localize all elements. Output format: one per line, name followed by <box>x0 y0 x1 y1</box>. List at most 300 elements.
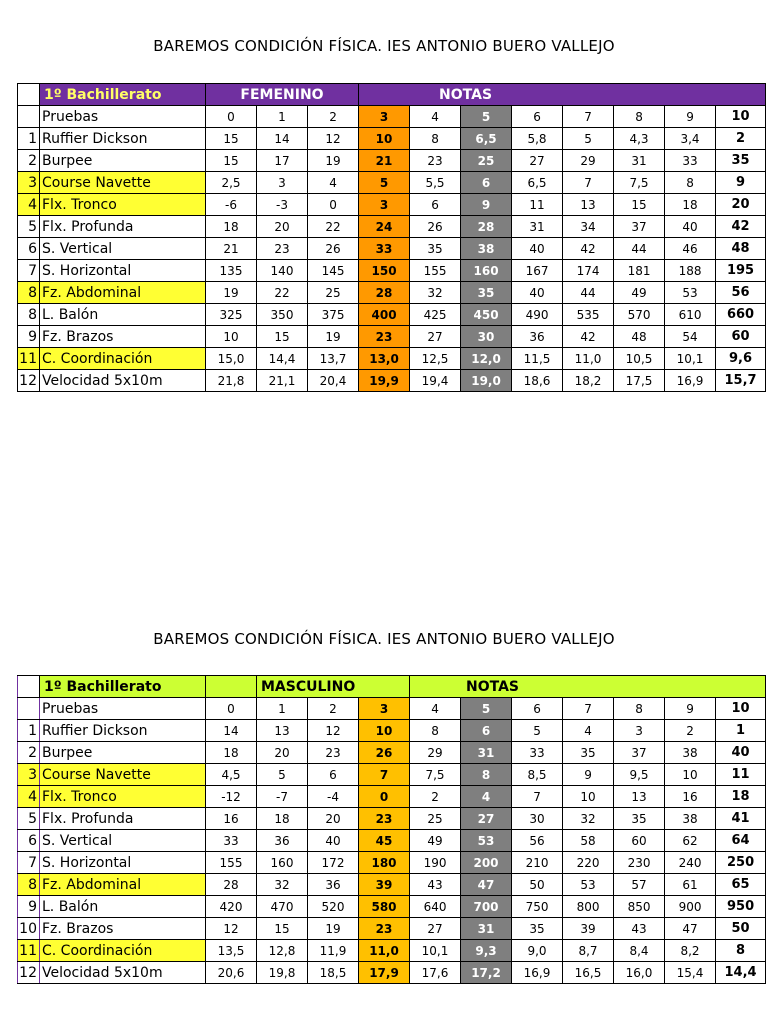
value-cell-grade-4: 17,6 <box>410 962 461 984</box>
value-cell-grade-0: 420 <box>206 896 257 918</box>
value-cell-grade-0: 21,8 <box>206 370 257 392</box>
table-row <box>18 808 766 830</box>
value-cell-grade-5: 9,3 <box>461 940 512 962</box>
value-cell-grade-6: 36 <box>512 326 563 348</box>
value-cell-grade-0: 325 <box>206 304 257 326</box>
table-row <box>18 216 766 238</box>
value-cell-grade-10: 1 <box>716 720 766 742</box>
value-cell-grade-9: 8,2 <box>665 940 716 962</box>
header-blank-cell <box>206 676 257 698</box>
value-cell-grade-3: 19,9 <box>359 370 410 392</box>
table-row <box>18 304 766 326</box>
row-number: 5 <box>18 808 40 830</box>
table-row <box>18 282 766 304</box>
value-cell-grade-5: 35 <box>461 282 512 304</box>
value-cell-grade-0: 13,5 <box>206 940 257 962</box>
value-cell-grade-1: 14,4 <box>257 348 308 370</box>
test-name: Burpee <box>40 150 206 172</box>
value-cell-grade-10: 250 <box>716 852 766 874</box>
value-cell-grade-8: 10,5 <box>614 348 665 370</box>
index-cell <box>18 698 40 720</box>
value-cell-grade-2: 22 <box>308 216 359 238</box>
gender-label: MASCULINO <box>257 676 410 698</box>
value-cell-grade-9: 610 <box>665 304 716 326</box>
value-cell-grade-0: 2,5 <box>206 172 257 194</box>
table-row <box>18 720 766 742</box>
value-cell-grade-9: 900 <box>665 896 716 918</box>
value-cell-grade-3: 21 <box>359 150 410 172</box>
value-cell-grade-2: 6 <box>308 764 359 786</box>
baremo-table-femenino <box>17 83 766 392</box>
row-number: 1 <box>18 128 40 150</box>
value-cell-grade-10: 56 <box>716 282 766 304</box>
value-cell-grade-3: 7 <box>359 764 410 786</box>
value-cell-grade-1: 36 <box>257 830 308 852</box>
test-name: Course Navette <box>40 172 206 194</box>
value-cell-grade-0: 18 <box>206 216 257 238</box>
value-cell-grade-7: 220 <box>563 852 614 874</box>
value-cell-grade-1: 15 <box>257 326 308 348</box>
test-name: Burpee <box>40 742 206 764</box>
value-cell-grade-6: 35 <box>512 918 563 940</box>
grade-header-9: 9 <box>665 698 716 720</box>
value-cell-grade-2: -4 <box>308 786 359 808</box>
grade-header-5: 5 <box>461 698 512 720</box>
value-cell-grade-4: 49 <box>410 830 461 852</box>
value-cell-grade-5: 25 <box>461 150 512 172</box>
value-cell-grade-5: 31 <box>461 742 512 764</box>
value-cell-grade-1: 13 <box>257 720 308 742</box>
value-cell-grade-1: 17 <box>257 150 308 172</box>
value-cell-grade-2: 0 <box>308 194 359 216</box>
test-name: Velocidad 5x10m <box>40 370 206 392</box>
value-cell-grade-7: 7 <box>563 172 614 194</box>
header-index-cell <box>18 84 40 106</box>
value-cell-grade-8: 17,5 <box>614 370 665 392</box>
table-row <box>18 830 766 852</box>
value-cell-grade-6: 18,6 <box>512 370 563 392</box>
value-cell-grade-8: 31 <box>614 150 665 172</box>
test-name: S. Horizontal <box>40 260 206 282</box>
grade-header-0: 0 <box>206 106 257 128</box>
table-row <box>18 194 766 216</box>
value-cell-grade-8: 43 <box>614 918 665 940</box>
value-cell-grade-5: 47 <box>461 874 512 896</box>
value-cell-grade-8: 570 <box>614 304 665 326</box>
value-cell-grade-9: 61 <box>665 874 716 896</box>
value-cell-grade-0: 20,6 <box>206 962 257 984</box>
row-number: 2 <box>18 742 40 764</box>
table-row <box>18 786 766 808</box>
value-cell-grade-2: 25 <box>308 282 359 304</box>
value-cell-grade-10: 950 <box>716 896 766 918</box>
pruebas-label: Pruebas <box>40 106 206 128</box>
value-cell-grade-4: 8 <box>410 720 461 742</box>
value-cell-grade-7: 174 <box>563 260 614 282</box>
test-name: Flx. Tronco <box>40 194 206 216</box>
test-name: S. Vertical <box>40 238 206 260</box>
value-cell-grade-7: 8,7 <box>563 940 614 962</box>
value-cell-grade-7: 35 <box>563 742 614 764</box>
value-cell-grade-8: 49 <box>614 282 665 304</box>
value-cell-grade-7: 39 <box>563 918 614 940</box>
value-cell-grade-0: 155 <box>206 852 257 874</box>
row-number: 6 <box>18 830 40 852</box>
table-row <box>18 238 766 260</box>
table-row <box>18 940 766 962</box>
value-cell-grade-9: 54 <box>665 326 716 348</box>
table-row <box>18 150 766 172</box>
value-cell-grade-2: 11,9 <box>308 940 359 962</box>
grade-header-8: 8 <box>614 106 665 128</box>
value-cell-grade-5: 30 <box>461 326 512 348</box>
value-cell-grade-3: 580 <box>359 896 410 918</box>
notas-label: NOTAS <box>410 676 766 698</box>
value-cell-grade-3: 400 <box>359 304 410 326</box>
table-header-row <box>18 84 766 106</box>
row-number: 9 <box>18 326 40 348</box>
grade-header-2: 2 <box>308 698 359 720</box>
value-cell-grade-2: 375 <box>308 304 359 326</box>
value-cell-grade-2: 26 <box>308 238 359 260</box>
value-cell-grade-4: 155 <box>410 260 461 282</box>
grade-header-4: 4 <box>410 698 461 720</box>
table-row <box>18 370 766 392</box>
value-cell-grade-8: 3 <box>614 720 665 742</box>
course-label: 1º Bachillerato <box>40 84 206 106</box>
value-cell-grade-7: 11,0 <box>563 348 614 370</box>
value-cell-grade-10: 18 <box>716 786 766 808</box>
value-cell-grade-6: 33 <box>512 742 563 764</box>
value-cell-grade-2: 4 <box>308 172 359 194</box>
value-cell-grade-4: 23 <box>410 150 461 172</box>
value-cell-grade-9: 16 <box>665 786 716 808</box>
pruebas-label: Pruebas <box>40 698 206 720</box>
value-cell-grade-2: 23 <box>308 742 359 764</box>
value-cell-grade-1: 23 <box>257 238 308 260</box>
value-cell-grade-5: 9 <box>461 194 512 216</box>
value-cell-grade-4: 29 <box>410 742 461 764</box>
row-number: 7 <box>18 260 40 282</box>
value-cell-grade-8: 15 <box>614 194 665 216</box>
grade-header-8: 8 <box>614 698 665 720</box>
value-cell-grade-9: 46 <box>665 238 716 260</box>
value-cell-grade-3: 23 <box>359 808 410 830</box>
value-cell-grade-5: 28 <box>461 216 512 238</box>
value-cell-grade-1: 32 <box>257 874 308 896</box>
row-number: 11 <box>18 348 40 370</box>
test-name: L. Balón <box>40 304 206 326</box>
title-femenino: BAREMOS CONDICIÓN FÍSICA. IES ANTONIO BUERO VALLEJO <box>153 37 615 55</box>
value-cell-grade-6: 30 <box>512 808 563 830</box>
value-cell-grade-3: 5 <box>359 172 410 194</box>
grade-header-10: 10 <box>716 698 766 720</box>
baremo-table-masculino <box>17 675 766 984</box>
pruebas-row <box>18 698 766 720</box>
test-name: Fz. Abdominal <box>40 282 206 304</box>
value-cell-grade-10: 8 <box>716 940 766 962</box>
grade-header-6: 6 <box>512 698 563 720</box>
value-cell-grade-5: 12,0 <box>461 348 512 370</box>
grade-header-1: 1 <box>257 698 308 720</box>
row-number: 3 <box>18 764 40 786</box>
value-cell-grade-1: 12,8 <box>257 940 308 962</box>
grade-header-3: 3 <box>359 106 410 128</box>
table-row <box>18 852 766 874</box>
value-cell-grade-5: 8 <box>461 764 512 786</box>
value-cell-grade-8: 57 <box>614 874 665 896</box>
value-cell-grade-6: 750 <box>512 896 563 918</box>
value-cell-grade-10: 40 <box>716 742 766 764</box>
value-cell-grade-10: 9,6 <box>716 348 766 370</box>
value-cell-grade-6: 27 <box>512 150 563 172</box>
value-cell-grade-10: 2 <box>716 128 766 150</box>
value-cell-grade-9: 16,9 <box>665 370 716 392</box>
value-cell-grade-7: 42 <box>563 326 614 348</box>
value-cell-grade-6: 56 <box>512 830 563 852</box>
value-cell-grade-6: 11 <box>512 194 563 216</box>
grade-header-7: 7 <box>563 106 614 128</box>
value-cell-grade-1: 160 <box>257 852 308 874</box>
value-cell-grade-1: 22 <box>257 282 308 304</box>
value-cell-grade-1: 20 <box>257 742 308 764</box>
test-name: Ruffier Dickson <box>40 128 206 150</box>
value-cell-grade-4: 6 <box>410 194 461 216</box>
value-cell-grade-0: 16 <box>206 808 257 830</box>
value-cell-grade-10: 42 <box>716 216 766 238</box>
table-row <box>18 326 766 348</box>
value-cell-grade-5: 31 <box>461 918 512 940</box>
value-cell-grade-9: 240 <box>665 852 716 874</box>
value-cell-grade-8: 16,0 <box>614 962 665 984</box>
value-cell-grade-6: 7 <box>512 786 563 808</box>
value-cell-grade-8: 4,3 <box>614 128 665 150</box>
test-name: C. Coordinación <box>40 940 206 962</box>
value-cell-grade-8: 850 <box>614 896 665 918</box>
row-number: 7 <box>18 852 40 874</box>
index-cell <box>18 106 40 128</box>
value-cell-grade-4: 8 <box>410 128 461 150</box>
value-cell-grade-8: 230 <box>614 852 665 874</box>
value-cell-grade-3: 10 <box>359 720 410 742</box>
value-cell-grade-3: 45 <box>359 830 410 852</box>
value-cell-grade-5: 6 <box>461 172 512 194</box>
table-header-row <box>18 676 766 698</box>
row-number: 10 <box>18 918 40 940</box>
value-cell-grade-8: 181 <box>614 260 665 282</box>
value-cell-grade-0: 15 <box>206 150 257 172</box>
value-cell-grade-1: 19,8 <box>257 962 308 984</box>
value-cell-grade-6: 5 <box>512 720 563 742</box>
value-cell-grade-3: 13,0 <box>359 348 410 370</box>
grade-header-2: 2 <box>308 106 359 128</box>
value-cell-grade-9: 33 <box>665 150 716 172</box>
value-cell-grade-10: 15,7 <box>716 370 766 392</box>
value-cell-grade-2: 20,4 <box>308 370 359 392</box>
value-cell-grade-3: 17,9 <box>359 962 410 984</box>
table-row <box>18 764 766 786</box>
value-cell-grade-7: 16,5 <box>563 962 614 984</box>
value-cell-grade-4: 32 <box>410 282 461 304</box>
value-cell-grade-1: 21,1 <box>257 370 308 392</box>
title-masculino: BAREMOS CONDICIÓN FÍSICA. IES ANTONIO BUERO VALLEJO <box>153 630 615 648</box>
value-cell-grade-7: 32 <box>563 808 614 830</box>
test-name: S. Vertical <box>40 830 206 852</box>
value-cell-grade-8: 9,5 <box>614 764 665 786</box>
value-cell-grade-0: 12 <box>206 918 257 940</box>
value-cell-grade-1: 350 <box>257 304 308 326</box>
value-cell-grade-6: 11,5 <box>512 348 563 370</box>
value-cell-grade-5: 450 <box>461 304 512 326</box>
value-cell-grade-1: 470 <box>257 896 308 918</box>
value-cell-grade-10: 41 <box>716 808 766 830</box>
value-cell-grade-9: 3,4 <box>665 128 716 150</box>
value-cell-grade-1: 140 <box>257 260 308 282</box>
value-cell-grade-6: 8,5 <box>512 764 563 786</box>
value-cell-grade-9: 8 <box>665 172 716 194</box>
value-cell-grade-0: 28 <box>206 874 257 896</box>
value-cell-grade-9: 10 <box>665 764 716 786</box>
value-cell-grade-4: 7,5 <box>410 764 461 786</box>
value-cell-grade-8: 37 <box>614 742 665 764</box>
value-cell-grade-10: 60 <box>716 326 766 348</box>
table-row <box>18 172 766 194</box>
value-cell-grade-8: 7,5 <box>614 172 665 194</box>
table-row <box>18 896 766 918</box>
value-cell-grade-6: 16,9 <box>512 962 563 984</box>
value-cell-grade-5: 4 <box>461 786 512 808</box>
value-cell-grade-6: 6,5 <box>512 172 563 194</box>
value-cell-grade-5: 700 <box>461 896 512 918</box>
row-number: 2 <box>18 150 40 172</box>
value-cell-grade-6: 167 <box>512 260 563 282</box>
value-cell-grade-5: 38 <box>461 238 512 260</box>
test-name: S. Horizontal <box>40 852 206 874</box>
row-number: 4 <box>18 786 40 808</box>
value-cell-grade-5: 160 <box>461 260 512 282</box>
table-row <box>18 962 766 984</box>
row-number: 8 <box>18 282 40 304</box>
pruebas-row <box>18 106 766 128</box>
value-cell-grade-8: 48 <box>614 326 665 348</box>
value-cell-grade-2: 19 <box>308 326 359 348</box>
row-number: 8 <box>18 874 40 896</box>
value-cell-grade-0: 19 <box>206 282 257 304</box>
value-cell-grade-9: 18 <box>665 194 716 216</box>
value-cell-grade-9: 188 <box>665 260 716 282</box>
grade-header-6: 6 <box>512 106 563 128</box>
row-number: 9 <box>18 896 40 918</box>
value-cell-grade-2: 19 <box>308 918 359 940</box>
value-cell-grade-9: 47 <box>665 918 716 940</box>
test-name: L. Balón <box>40 896 206 918</box>
value-cell-grade-4: 425 <box>410 304 461 326</box>
value-cell-grade-0: 135 <box>206 260 257 282</box>
value-cell-grade-3: 39 <box>359 874 410 896</box>
value-cell-grade-2: 12 <box>308 720 359 742</box>
test-name: Course Navette <box>40 764 206 786</box>
grade-header-1: 1 <box>257 106 308 128</box>
test-name: Fz. Brazos <box>40 918 206 940</box>
value-cell-grade-5: 6 <box>461 720 512 742</box>
value-cell-grade-7: 58 <box>563 830 614 852</box>
value-cell-grade-8: 13 <box>614 786 665 808</box>
value-cell-grade-4: 35 <box>410 238 461 260</box>
value-cell-grade-0: -6 <box>206 194 257 216</box>
table-row <box>18 918 766 940</box>
value-cell-grade-4: 26 <box>410 216 461 238</box>
value-cell-grade-6: 9,0 <box>512 940 563 962</box>
value-cell-grade-3: 28 <box>359 282 410 304</box>
value-cell-grade-10: 48 <box>716 238 766 260</box>
test-name: Flx. Profunda <box>40 216 206 238</box>
row-number: 12 <box>18 962 40 984</box>
value-cell-grade-7: 29 <box>563 150 614 172</box>
value-cell-grade-9: 15,4 <box>665 962 716 984</box>
value-cell-grade-0: 15 <box>206 128 257 150</box>
value-cell-grade-4: 25 <box>410 808 461 830</box>
value-cell-grade-9: 40 <box>665 216 716 238</box>
value-cell-grade-3: 3 <box>359 194 410 216</box>
value-cell-grade-4: 10,1 <box>410 940 461 962</box>
value-cell-grade-10: 14,4 <box>716 962 766 984</box>
value-cell-grade-6: 50 <box>512 874 563 896</box>
value-cell-grade-7: 5 <box>563 128 614 150</box>
value-cell-grade-7: 53 <box>563 874 614 896</box>
value-cell-grade-8: 44 <box>614 238 665 260</box>
value-cell-grade-10: 660 <box>716 304 766 326</box>
value-cell-grade-2: 20 <box>308 808 359 830</box>
test-name: Fz. Abdominal <box>40 874 206 896</box>
header-index-cell <box>18 676 40 698</box>
notas-label: NOTAS <box>359 84 766 106</box>
course-label: 1º Bachillerato <box>40 676 206 698</box>
value-cell-grade-3: 33 <box>359 238 410 260</box>
test-name: Flx. Tronco <box>40 786 206 808</box>
value-cell-grade-3: 11,0 <box>359 940 410 962</box>
gender-label: FEMENINO <box>206 84 359 106</box>
row-number: 11 <box>18 940 40 962</box>
row-number: 12 <box>18 370 40 392</box>
value-cell-grade-5: 200 <box>461 852 512 874</box>
value-cell-grade-7: 18,2 <box>563 370 614 392</box>
value-cell-grade-8: 35 <box>614 808 665 830</box>
row-number: 8 <box>18 304 40 326</box>
value-cell-grade-9: 53 <box>665 282 716 304</box>
value-cell-grade-8: 8,4 <box>614 940 665 962</box>
value-cell-grade-9: 62 <box>665 830 716 852</box>
value-cell-grade-7: 4 <box>563 720 614 742</box>
value-cell-grade-0: 21 <box>206 238 257 260</box>
value-cell-grade-9: 38 <box>665 742 716 764</box>
value-cell-grade-8: 60 <box>614 830 665 852</box>
test-name: Fz. Brazos <box>40 326 206 348</box>
value-cell-grade-1: 15 <box>257 918 308 940</box>
value-cell-grade-4: 19,4 <box>410 370 461 392</box>
value-cell-grade-1: 18 <box>257 808 308 830</box>
value-cell-grade-7: 34 <box>563 216 614 238</box>
value-cell-grade-2: 36 <box>308 874 359 896</box>
value-cell-grade-3: 26 <box>359 742 410 764</box>
value-cell-grade-7: 535 <box>563 304 614 326</box>
value-cell-grade-3: 10 <box>359 128 410 150</box>
test-name: Ruffier Dickson <box>40 720 206 742</box>
value-cell-grade-5: 53 <box>461 830 512 852</box>
value-cell-grade-2: 19 <box>308 150 359 172</box>
value-cell-grade-10: 9 <box>716 172 766 194</box>
value-cell-grade-6: 40 <box>512 238 563 260</box>
test-name: Flx. Profunda <box>40 808 206 830</box>
